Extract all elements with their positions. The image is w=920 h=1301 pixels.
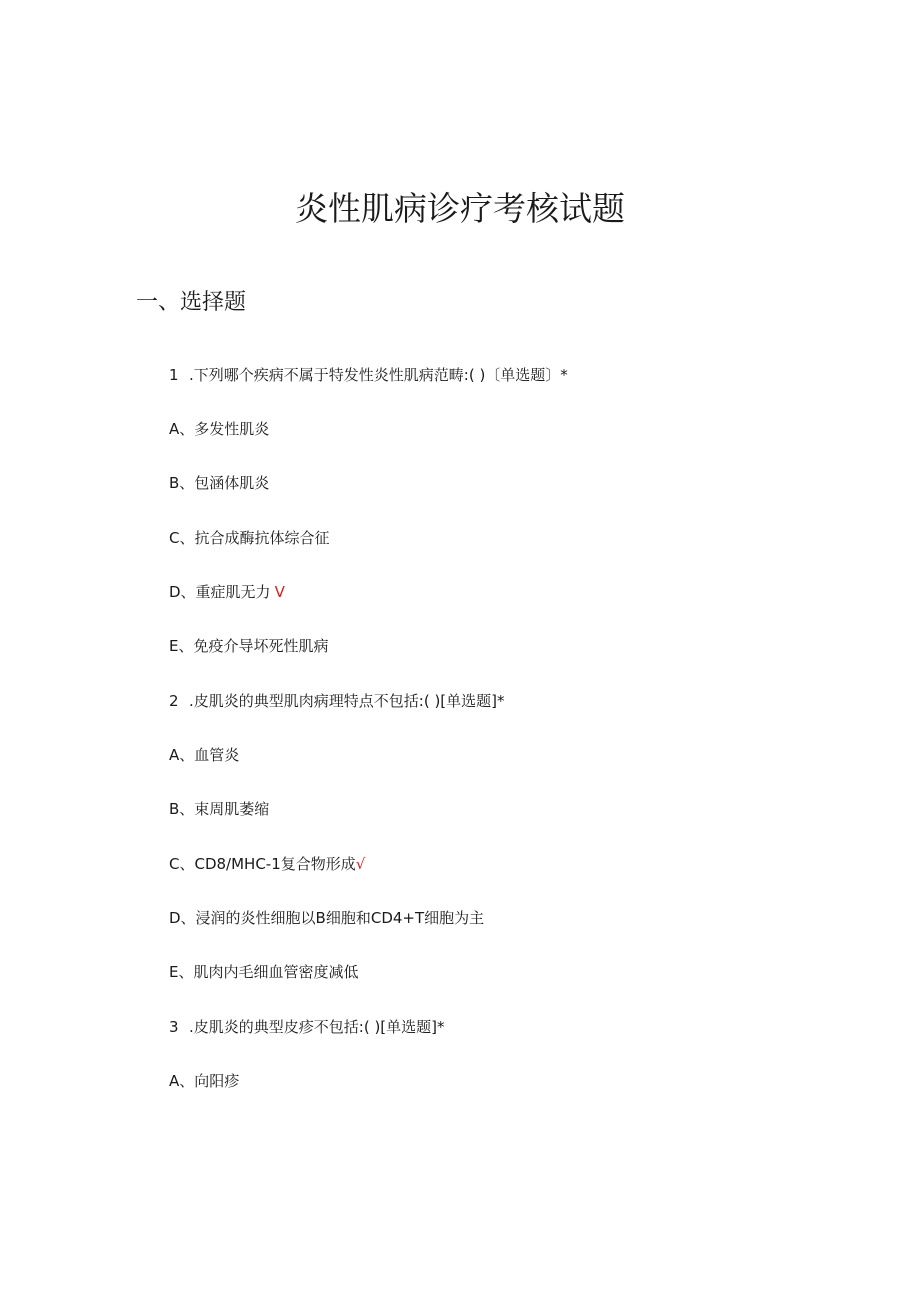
question-text: .皮肌炎的典型皮疹不包括:( )[单选题]* <box>189 1018 445 1036</box>
option-text: E、免疫介导坏死性肌病 <box>169 637 329 655</box>
option-1b <box>169 472 269 493</box>
option-2e <box>169 961 358 982</box>
option-text: B、束周肌萎缩 <box>169 800 270 818</box>
question-number: 3 <box>169 1018 179 1036</box>
question-3 <box>169 1016 445 1037</box>
question-number: 1 <box>169 366 179 384</box>
option-text: C、CD8/MHC-1复合物形成 <box>169 855 356 873</box>
option-text: D、浸润的炎性细胞以B细胞和CD4+T细胞为主 <box>169 909 485 927</box>
option-text: A、血管炎 <box>169 746 240 764</box>
question-1 <box>169 364 568 385</box>
question-text: .皮肌炎的典型肌肉病理特点不包括:( )[单选题]* <box>189 692 505 710</box>
question-number: 2 <box>169 692 179 710</box>
correct-answer-mark: √ <box>355 855 366 873</box>
option-1d <box>169 581 285 602</box>
option-text: A、多发性肌炎 <box>169 420 270 438</box>
document-title: 炎性肌病诊疗考核试题 <box>295 189 625 228</box>
option-2a <box>169 744 239 765</box>
option-2b <box>169 798 269 819</box>
option-1c <box>169 527 329 548</box>
question-text: .下列哪个疾病不属于特发性炎性肌病范畴:( )〔单选题〕* <box>189 366 568 384</box>
correct-answer-mark: V <box>274 583 285 601</box>
option-text: D、重症肌无力 <box>169 583 271 601</box>
option-1a <box>169 418 269 439</box>
option-3a <box>169 1070 239 1091</box>
option-text: C、抗合成酶抗体综合征 <box>169 529 330 547</box>
option-2d <box>169 907 484 928</box>
option-text: E、肌肉内毛细血管密度减低 <box>169 963 359 981</box>
section-heading: 一、选择题 <box>136 290 247 315</box>
option-2c <box>169 853 365 874</box>
question-2 <box>169 690 505 711</box>
option-text: A、向阳疹 <box>169 1072 240 1090</box>
option-text: B、包涵体肌炎 <box>169 474 270 492</box>
option-1e <box>169 635 328 656</box>
